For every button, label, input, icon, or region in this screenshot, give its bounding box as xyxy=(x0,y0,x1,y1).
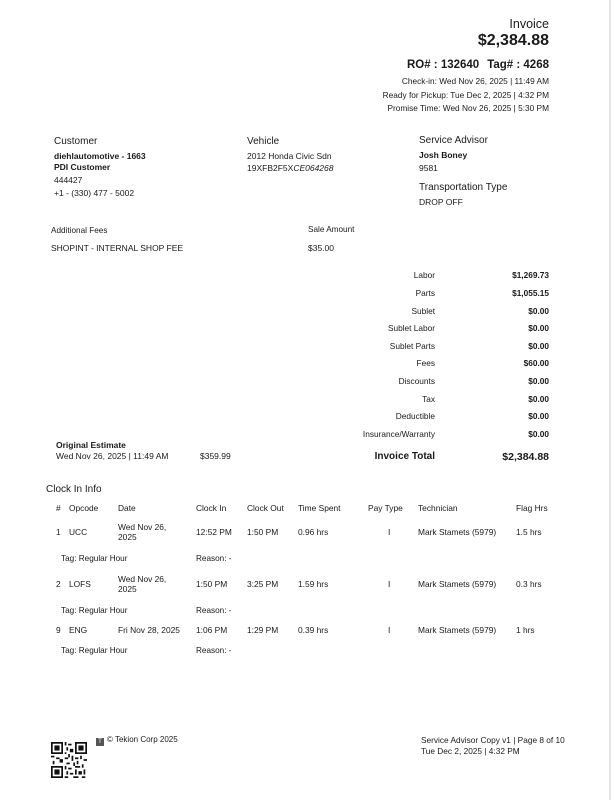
transportation-heading: Transportation Type xyxy=(419,182,508,193)
entry-opcode: UCC xyxy=(69,527,88,537)
ro-number: RO# : 132640 xyxy=(406,59,480,71)
promise-time: Promise Time: Wed Nov 26, 2025 | 5:30 PM xyxy=(387,103,549,113)
summary-value-sublet: $0.00 xyxy=(528,306,549,316)
entry-pay-type: I xyxy=(388,625,391,635)
customer-phone: +1 - (330) 477 - 5002 xyxy=(54,188,135,198)
entry-tag: Tag: Regular Hour xyxy=(61,605,128,615)
summary-label-discounts: Discounts xyxy=(398,376,435,386)
qr-code-icon xyxy=(51,742,87,778)
entry-reason: Reason: - xyxy=(196,605,232,615)
entry-date xyxy=(118,568,196,600)
entry-flag-hrs: 1.5 hrs xyxy=(516,527,542,537)
service-advisor-heading: Service Advisor xyxy=(419,135,488,146)
vin-prefix: 19XFB2F5X xyxy=(247,163,294,173)
entry-technician: Mark Stamets (5979) xyxy=(418,579,497,589)
clock-in-table xyxy=(56,500,566,660)
entry-clock-in: 1:06 PM xyxy=(196,625,228,635)
vehicle-description: 2012 Honda Civic Sdn xyxy=(247,151,332,161)
entry-num: 1 xyxy=(56,527,61,537)
vehicle-vin xyxy=(247,163,333,173)
entry-tag: Tag: Regular Hour xyxy=(61,645,128,655)
col-opcode: Opcode xyxy=(69,503,99,513)
summary-label-parts: Parts xyxy=(415,288,435,298)
entry-date-line2: 2025 xyxy=(118,584,137,594)
table-row xyxy=(56,568,566,600)
fee-item-name: SHOPINT - INTERNAL SHOP FEE xyxy=(51,243,184,253)
entry-time-spent: 0.96 hrs xyxy=(298,527,329,537)
entry-date xyxy=(118,516,196,548)
customer-number: 444427 xyxy=(54,175,83,185)
col-clock-out: Clock Out xyxy=(247,503,284,513)
summary-label-sublet: Sublet xyxy=(411,306,435,316)
entry-clock-in: 12:52 PM xyxy=(196,527,232,537)
entry-clock-in: 1:50 PM xyxy=(196,579,228,589)
footer-printed-time: Tue Dec 2, 2025 | 4:32 PM xyxy=(421,746,520,756)
summary-value-fees: $60.00 xyxy=(523,358,549,368)
summary-label-tax: Tax xyxy=(422,394,435,404)
entry-technician: Mark Stamets (5979) xyxy=(418,625,497,635)
entry-date xyxy=(118,620,196,640)
summary-value-discounts: $0.00 xyxy=(528,376,549,386)
original-estimate-amount: $359.99 xyxy=(200,451,231,461)
footer-copyright-text: © Tekion Corp 2025 xyxy=(107,735,178,744)
summary-value-parts: $1,055.15 xyxy=(512,288,549,298)
fee-item-amount: $35.00 xyxy=(308,243,334,253)
entry-reason: Reason: - xyxy=(196,645,232,655)
footer-copy-info: Service Advisor Copy v1 | Page 8 of 10 xyxy=(421,735,565,745)
entry-clock-out: 1:29 PM xyxy=(247,625,279,635)
table-row xyxy=(56,516,566,548)
summary-label-fees: Fees xyxy=(416,358,435,368)
summary-value-deductible: $0.00 xyxy=(528,411,549,421)
entry-clock-out: 3:25 PM xyxy=(247,579,279,589)
entry-pay-type: I xyxy=(388,527,391,537)
entry-time-spent: 0.39 hrs xyxy=(298,625,329,635)
vehicle-heading: Vehicle xyxy=(247,136,280,147)
scan-edge xyxy=(609,0,611,800)
ro-tag-line xyxy=(399,59,549,71)
original-estimate-heading: Original Estimate xyxy=(56,440,126,450)
entry-flag-hrs: 1 hrs xyxy=(516,625,535,635)
col-clock-in: Clock In xyxy=(196,503,227,513)
invoice-total-value: $2,384.88 xyxy=(502,451,549,463)
clock-in-header-row xyxy=(56,500,566,516)
summary-value-tax: $0.00 xyxy=(528,394,549,404)
summary-label-deductible: Deductible xyxy=(395,411,435,421)
entry-reason: Reason: - xyxy=(196,553,232,563)
ready-for-pickup-time: Ready for Pickup: Tue Dec 2, 2025 | 4:32 PM xyxy=(382,90,549,100)
entry-flag-hrs: 0.3 hrs xyxy=(516,579,542,589)
invoice-total-header: $2,384.88 xyxy=(477,32,549,49)
summary-value-insurance: $0.00 xyxy=(528,429,549,439)
customer-heading: Customer xyxy=(54,136,98,147)
entry-technician: Mark Stamets (5979) xyxy=(418,527,497,537)
footer-copyright xyxy=(96,735,178,746)
entry-num: 9 xyxy=(56,625,61,635)
col-pay-type: Pay Type xyxy=(368,503,403,513)
entry-opcode: LOFS xyxy=(69,579,91,589)
entry-date-line1: Wed Nov 26, xyxy=(118,522,167,532)
entry-date-line1: Wed Nov 26, xyxy=(118,574,167,584)
customer-name: PDI Customer xyxy=(54,162,111,172)
invoice-total-label: Invoice Total xyxy=(374,451,435,462)
summary-label-insurance: Insurance/Warranty xyxy=(362,429,435,439)
table-row-tag xyxy=(56,548,566,568)
service-advisor-name: Josh Boney xyxy=(419,150,468,160)
table-row xyxy=(56,620,566,640)
summary-label-sublet-parts: Sublet Parts xyxy=(389,341,435,351)
col-date: Date xyxy=(118,503,136,513)
col-time-spent: Time Spent xyxy=(298,503,341,513)
customer-account: diehlautomotive - 1663 xyxy=(54,151,146,161)
sale-amount-heading: Sale Amount xyxy=(308,225,355,234)
tekion-logo-icon: T xyxy=(96,738,104,746)
original-estimate-date: Wed Nov 26, 2025 | 11:49 AM xyxy=(56,451,169,461)
entry-date-line1: Fri Nov 28, 2025 xyxy=(118,625,180,635)
entry-time-spent: 1.59 hrs xyxy=(298,579,329,589)
summary-label-sublet-labor: Sublet Labor xyxy=(387,323,435,333)
summary-label-labor: Labor xyxy=(413,270,435,280)
summary-value-labor: $1,269.73 xyxy=(512,270,549,280)
entry-date-line2: 2025 xyxy=(118,532,137,542)
entry-opcode: ENG xyxy=(69,625,88,635)
tag-number: Tag# : 4268 xyxy=(487,59,549,71)
entry-pay-type: I xyxy=(388,579,391,589)
additional-fees-heading: Additional Fees xyxy=(51,226,108,235)
transportation-value: DROP OFF xyxy=(419,197,463,207)
invoice-title: Invoice xyxy=(509,17,549,31)
summary-value-sublet-labor: $0.00 xyxy=(528,323,549,333)
col-technician: Technician xyxy=(418,503,458,513)
service-advisor-id: 9581 xyxy=(419,163,438,173)
col-flag-hrs: Flag Hrs xyxy=(516,503,548,513)
check-in-time: Check-in: Wed Nov 26, 2025 | 11:49 AM xyxy=(401,76,549,86)
entry-clock-out: 1:50 PM xyxy=(247,527,279,537)
entry-num: 2 xyxy=(56,579,61,589)
clock-in-heading: Clock In Info xyxy=(46,484,102,495)
table-row-tag xyxy=(56,600,566,620)
summary-value-sublet-parts: $0.00 xyxy=(528,341,549,351)
vin-suffix: CE064268 xyxy=(293,163,334,173)
table-row-tag xyxy=(56,640,566,660)
col-num: # xyxy=(56,503,61,513)
entry-tag: Tag: Regular Hour xyxy=(61,553,128,563)
